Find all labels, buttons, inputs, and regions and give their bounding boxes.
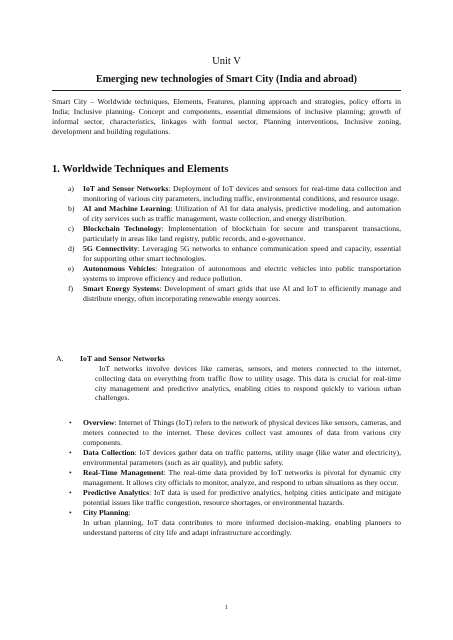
bullet-term: Real-Time Management [83,467,164,477]
list-item-term: Blockchain Technology [83,224,162,234]
list-item [68,244,401,264]
title-divider [52,90,401,91]
bullet-text: : IoT devices gather data on traffic patterns, utility usage (like water and electricity), environmental parameters (such as air quality), and public safety. [83,447,401,467]
bullet-term: Predictive Analytics [83,488,150,498]
list-item [68,264,401,284]
bullet-icon: • [69,418,72,427]
bullet-text: : The real-time data provided by IoT networks is pivotal for dynamic city management. It allows city officials to monitor, analyze, and respond to urban situations as they occur. [83,467,402,487]
bullet-term: Overview [83,418,115,427]
bullet-item [68,508,401,537]
bullet-item [68,468,401,488]
bullet-icon: • [69,488,72,498]
list-item [68,204,401,224]
bullet-list [68,418,401,538]
intro-paragraph: Smart City – Worldwide techniques, Elements, Features, planning approach and strategies, policy efforts in India; Inclusive planning- Concept and components, essential dimensions of inclusive planning; growth of informal sector, characteristics, linkages with formal sector, Planning interventions, Inclusive zoning, development and building regulations. [52,97,401,136]
section-heading: 1. Worldwide Techniques and Elements [52,164,229,175]
bullet-item [68,488,401,508]
bullet-term: City Planning [83,508,129,518]
bullet-icon: • [69,447,72,457]
list-item-label: c) [68,224,74,234]
list-item-term: IoT and Sensor Networks [83,184,169,193]
bullet-term: Data Collection [83,447,135,457]
bullet-icon: • [69,467,72,477]
subsection-paragraph: IoT networks involve devices like cameras, sensors, and meters connected to the internet, collecting data on everything from traffic flow to utility usage. This data is crucial for real-time city management and predictive analytics, enabling cities to respond quickly to various urban challenges. [95,364,401,403]
list-item-text: : Development of smart grids that use AI and IoT to efficiently manage and distribute energy, often incorporating renewable energy sources. [83,284,401,304]
list-item-text: : Leveraging 5G networks to enhance communication speed and capacity, essential for supporting other smart technologies. [83,244,401,264]
list-item [68,284,401,304]
page-number: 1 [224,604,229,611]
list-item-term: Smart Energy Systems [83,284,160,294]
subsection-heading [56,354,165,363]
subsection-letter: A. [56,354,64,363]
list-item-term: 5G Connectivity [83,244,138,254]
unit-label: Unit V [212,56,241,67]
bullet-item [68,418,401,447]
bullet-icon: • [69,508,72,518]
list-item-label: b) [68,204,75,214]
bullet-item [68,448,401,468]
list-item-text: : Integration of autonomous and electric vehicles into public transportation systems to improve efficiency and reduce pollution. [83,264,401,284]
list-item-label: f) [68,284,74,294]
list-item-text: : Deployment of IoT devices and sensors for real-time data collection and monitoring of various city parameters, including traffic, environmental conditions, and resource usage. [83,184,401,203]
list-item-text: : Utilization of AI for data analysis, predictive modeling, and automation of city services such as traffic management, waste collection, and energy distribution. [83,204,401,223]
list-item [68,224,401,244]
list-item-text: : Implementation of blockchain for secure and transparent transactions, particularly in areas like land registry, public records, and e-governance. [83,224,401,243]
bullet-text: : IoT data is used for predictive analytics, helping cities anticipate and mitigate potential issues like traffic congestion, resource shortages, or environmental hazards. [83,488,402,507]
bullet-text: : Internet of Things (IoT) refers to the network of physical devices like sensors, cameras, and meters connected to the internet. These devices collect vast amounts of data from various city components. [83,418,401,447]
bullet-text: : In urban planning, IoT data contributes to more informed decision-making, enabling planners to understand patterns of city life and adapt infrastructure accordingly. [83,508,401,537]
techniques-list [68,184,401,305]
list-item-label: d) [68,244,75,254]
subsection-title: IoT and Sensor Networks [80,354,165,363]
list-item-label: a) [68,184,74,193]
list-item-term: Autonomous Vehicles [83,264,156,274]
document-title: Emerging new technologies of Smart City (India and abroad) [96,74,357,85]
list-item [68,184,401,204]
list-item-term: AI and Machine Learning [83,204,171,214]
list-item-label: e) [68,264,74,274]
